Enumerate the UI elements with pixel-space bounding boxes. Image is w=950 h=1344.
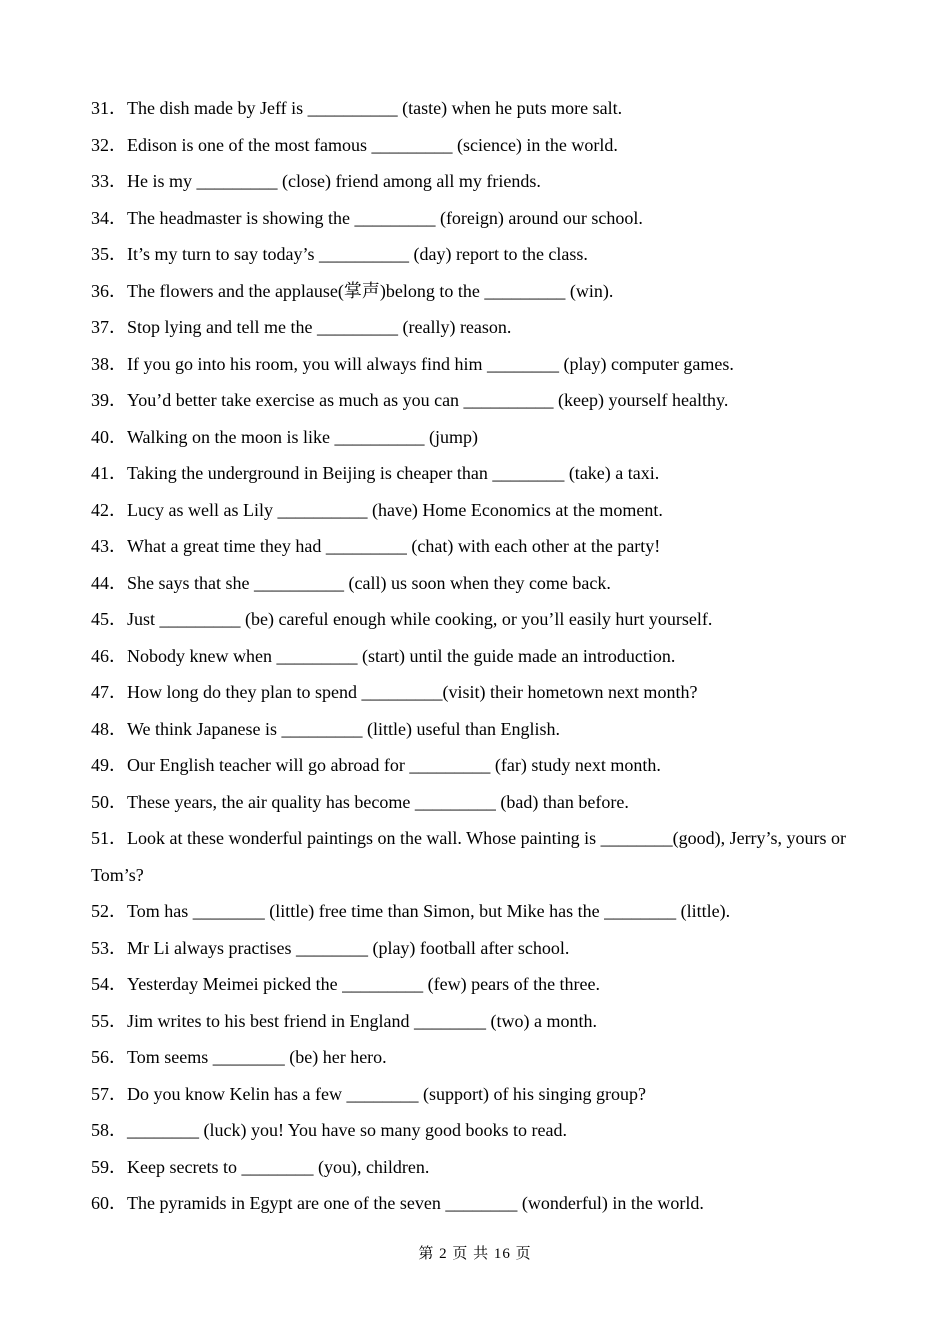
- question-number: 47．: [91, 682, 127, 702]
- question-item: [91, 601, 851, 638]
- question-text: She says that she __________ (call) us soon when they come back.: [127, 572, 611, 593]
- question-item: [91, 163, 851, 200]
- question-text: Lucy as well as Lily __________ (have) Home Economics at the moment.: [127, 499, 663, 520]
- question-text: ________ (luck) you! You have so many good books to read.: [127, 1120, 567, 1140]
- question-number: 42．: [91, 499, 127, 520]
- question-item: [91, 492, 851, 529]
- question-item: [91, 893, 851, 930]
- question-text: We think Japanese is _________ (little) useful than English.: [127, 718, 560, 739]
- question-number: 37．: [91, 317, 127, 337]
- question-number: 32．: [91, 134, 127, 155]
- question-number: 46．: [91, 645, 127, 666]
- question-item: [91, 309, 851, 346]
- question-item: [91, 1112, 851, 1149]
- question-item: [91, 565, 851, 602]
- question-text: Tom seems ________ (be) her hero.: [127, 1047, 387, 1067]
- question-text: These years, the air quality has become _________ (bad) than before.: [127, 791, 629, 812]
- question-number: 43．: [91, 536, 127, 556]
- question-text: It’s my turn to say today’s __________ (day) report to the class.: [127, 244, 588, 264]
- question-item: [91, 711, 851, 748]
- question-text: Our English teacher will go abroad for _________ (far) study next month.: [127, 755, 661, 775]
- question-text: You’d better take exercise as much as you can __________ (keep) yourself healthy.: [127, 390, 729, 410]
- question-text: Tom has ________ (little) free time than Simon, but Mike has the ________ (little).: [127, 901, 731, 921]
- question-number: 60．: [91, 1193, 127, 1213]
- question-text: Taking the underground in Beijing is cheaper than ________ (take) a taxi.: [127, 463, 660, 483]
- question-item: [91, 966, 851, 1003]
- question-number: 53．: [91, 937, 127, 958]
- question-number: 51．: [91, 828, 127, 848]
- question-number: 40．: [91, 426, 127, 447]
- question-text: He is my _________ (close) friend among all my friends.: [127, 171, 541, 191]
- question-number: 41．: [91, 463, 127, 483]
- question-item: [91, 820, 851, 893]
- question-item: [91, 346, 851, 383]
- question-text: The pyramids in Egypt are one of the seven ________ (wonderful) in the world.: [127, 1193, 704, 1213]
- question-item: [91, 930, 851, 967]
- question-text: What a great time they had _________ (chat) with each other at the party!: [127, 536, 661, 556]
- question-number: 54．: [91, 974, 127, 994]
- question-number: 59．: [91, 1156, 127, 1177]
- question-number: 45．: [91, 609, 127, 629]
- question-number: 56．: [91, 1047, 127, 1067]
- question-list: [91, 90, 851, 1222]
- question-text: How long do they plan to spend _________(visit) their hometown next month?: [127, 682, 698, 702]
- question-item: [91, 674, 851, 711]
- question-number: 58．: [91, 1120, 127, 1140]
- question-number: 33．: [91, 171, 127, 191]
- question-number: 34．: [91, 207, 127, 228]
- question-number: 38．: [91, 353, 127, 374]
- question-item: [91, 1076, 851, 1113]
- question-number: 50．: [91, 791, 127, 812]
- question-item: [91, 528, 851, 565]
- question-item: [91, 638, 851, 675]
- question-item: [91, 127, 851, 164]
- question-number: 52．: [91, 901, 127, 921]
- question-text: Yesterday Meimei picked the _________ (few) pears of the three.: [127, 974, 601, 994]
- question-number: 57．: [91, 1083, 127, 1104]
- question-number: 44．: [91, 572, 127, 593]
- question-text: Stop lying and tell me the _________ (really) reason.: [127, 317, 512, 337]
- page-footer: 第 2 页 共 16 页: [418, 1246, 532, 1262]
- question-number: 35．: [91, 244, 127, 264]
- question-text: The headmaster is showing the _________ (foreign) around our school.: [127, 207, 643, 228]
- question-number: 36．: [91, 280, 127, 301]
- question-text: Jim writes to his best friend in England ________ (two) a month.: [127, 1010, 597, 1031]
- question-item: [91, 455, 851, 492]
- question-number: 49．: [91, 755, 127, 775]
- question-number: 39．: [91, 390, 127, 410]
- question-item: [91, 90, 851, 127]
- question-item: [91, 382, 851, 419]
- question-text: Mr Li always practises ________ (play) football after school.: [127, 937, 570, 958]
- question-item: [91, 200, 851, 237]
- question-item: [91, 236, 851, 273]
- question-item: [91, 1039, 851, 1076]
- question-text: Do you know Kelin has a few ________ (support) of his singing group?: [127, 1083, 646, 1104]
- question-text: The dish made by Jeff is __________ (taste) when he puts more salt.: [127, 98, 623, 118]
- question-text: Look at these wonderful paintings on the wall. Whose painting is ________(good), Jerry’s, yours or Tom’s?: [91, 828, 847, 885]
- question-item: [91, 747, 851, 784]
- question-item: [91, 419, 851, 456]
- question-number: 55．: [91, 1010, 127, 1031]
- question-item: [91, 784, 851, 821]
- question-text: If you go into his room, you will always find him ________ (play) computer games.: [127, 353, 734, 374]
- question-item: [91, 1003, 851, 1040]
- question-number: 31．: [91, 98, 127, 118]
- question-text: Nobody knew when _________ (start) until the guide made an introduction.: [127, 645, 676, 666]
- question-item: [91, 1185, 851, 1222]
- question-text: Keep secrets to ________ (you), children.: [127, 1156, 430, 1177]
- question-item: [91, 1149, 851, 1186]
- question-text: The flowers and the applause(掌声)belong to the _________ (win).: [127, 280, 614, 301]
- question-item: [91, 273, 851, 310]
- question-text: Edison is one of the most famous _________ (science) in the world.: [127, 134, 618, 155]
- question-text: Just _________ (be) careful enough while cooking, or you’ll easily hurt yourself.: [127, 609, 713, 629]
- question-text: Walking on the moon is like __________ (jump): [127, 426, 479, 447]
- question-number: 48．: [91, 718, 127, 739]
